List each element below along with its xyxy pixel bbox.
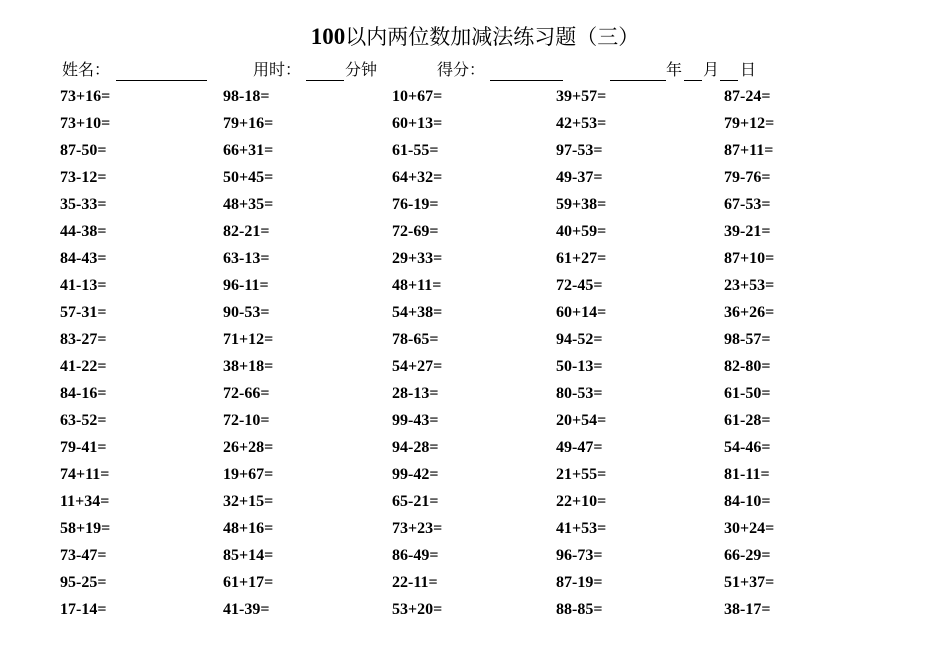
problem-item: 80-53= <box>556 385 603 402</box>
title-number: 100 <box>310 24 346 49</box>
problem-column <box>60 86 210 626</box>
problem-item: 61+27= <box>556 250 607 267</box>
problem-item: 73+16= <box>60 88 111 105</box>
problem-column <box>392 86 542 626</box>
problem-item: 35-33= <box>60 196 107 213</box>
problem-item: 96-73= <box>556 547 603 564</box>
year-label: 年 <box>666 60 683 79</box>
problem-item: 38-17= <box>724 601 771 618</box>
problem-item: 42+53= <box>556 115 607 132</box>
problem-item: 57-31= <box>60 304 107 321</box>
problem-item: 61-28= <box>724 412 771 429</box>
problem-item: 72-66= <box>223 385 270 402</box>
problem-item: 17-14= <box>60 601 107 618</box>
problem-item: 99-42= <box>392 466 439 483</box>
problem-item: 87-19= <box>556 574 603 591</box>
problem-item: 54+38= <box>392 304 443 321</box>
problem-item: 41+53= <box>556 520 607 537</box>
problem-item: 36+26= <box>724 304 775 321</box>
problem-item: 19+67= <box>223 466 274 483</box>
problem-item: 23+53= <box>724 277 775 294</box>
problem-item: 90-53= <box>223 304 270 321</box>
name-label: 姓名： <box>62 60 111 79</box>
problem-item: 88-85= <box>556 601 603 618</box>
problem-item: 78-65= <box>392 331 439 348</box>
problem-item: 83-27= <box>60 331 107 348</box>
problem-column <box>556 86 706 626</box>
problem-item: 28-13= <box>392 385 439 402</box>
problem-item: 54+27= <box>392 358 443 375</box>
problem-item: 11+34= <box>60 493 110 510</box>
problem-item: 39+57= <box>556 88 607 105</box>
score-blank[interactable] <box>490 80 563 81</box>
problem-item: 21+55= <box>556 466 607 483</box>
problem-item: 20+54= <box>556 412 607 429</box>
problem-item: 63-52= <box>60 412 107 429</box>
month-label: 月 <box>703 60 720 79</box>
problem-item: 98-18= <box>223 88 270 105</box>
problem-item: 32+15= <box>223 493 274 510</box>
problem-item: 40+59= <box>556 223 607 240</box>
problem-item: 66+31= <box>223 142 274 159</box>
problem-item: 48+16= <box>223 520 274 537</box>
problem-item: 86-49= <box>392 547 439 564</box>
problem-item: 84-10= <box>724 493 771 510</box>
problem-item: 67-53= <box>724 196 771 213</box>
problem-item: 87+11= <box>724 142 774 159</box>
problem-item: 74+11= <box>60 466 110 483</box>
problem-item: 79-41= <box>60 439 107 456</box>
problem-item: 53+20= <box>392 601 443 618</box>
time-blank[interactable] <box>306 80 344 81</box>
problem-item: 49-37= <box>556 169 603 186</box>
problem-item: 73-47= <box>60 547 107 564</box>
problem-item: 99-43= <box>392 412 439 429</box>
title-text: 以内两位数加减法练习题（三） <box>345 25 640 49</box>
problem-item: 10+67= <box>392 88 443 105</box>
problem-item: 94-28= <box>392 439 439 456</box>
problem-item: 84-43= <box>60 250 107 267</box>
day-blank[interactable] <box>720 80 738 81</box>
problem-item: 50-13= <box>556 358 603 375</box>
problem-item: 87+10= <box>724 250 775 267</box>
problem-item: 22-11= <box>392 574 438 591</box>
problem-item: 39-21= <box>724 223 771 240</box>
problem-item: 44-38= <box>60 223 107 240</box>
problem-item: 41-22= <box>60 358 107 375</box>
page-title <box>0 22 950 52</box>
problem-item: 85+14= <box>223 547 274 564</box>
problem-item: 58+19= <box>60 520 111 537</box>
problem-item: 76-19= <box>392 196 439 213</box>
problem-item: 26+28= <box>223 439 274 456</box>
problem-item: 79+12= <box>724 115 775 132</box>
problem-item: 22+10= <box>556 493 607 510</box>
problem-item: 60+14= <box>556 304 607 321</box>
time-unit: 分钟 <box>345 60 378 79</box>
problem-item: 54-46= <box>724 439 771 456</box>
problem-item: 64+32= <box>392 169 443 186</box>
problem-item: 65-21= <box>392 493 439 510</box>
problem-item: 84-16= <box>60 385 107 402</box>
time-label: 用时： <box>253 60 302 79</box>
month-blank[interactable] <box>684 80 702 81</box>
problem-item: 41-39= <box>223 601 270 618</box>
problem-item: 97-53= <box>556 142 603 159</box>
problem-item: 73+10= <box>60 115 111 132</box>
problem-item: 87-24= <box>724 88 771 105</box>
problem-item: 82-80= <box>724 358 771 375</box>
day-label: 日 <box>740 60 757 79</box>
problem-item: 96-11= <box>223 277 269 294</box>
problem-item: 41-13= <box>60 277 107 294</box>
year-blank[interactable] <box>610 80 666 81</box>
problem-item: 95-25= <box>60 574 107 591</box>
problem-item: 61-50= <box>724 385 771 402</box>
problem-item: 61+17= <box>223 574 274 591</box>
problem-item: 79+16= <box>223 115 274 132</box>
problem-item: 73-12= <box>60 169 107 186</box>
problem-item: 50+45= <box>223 169 274 186</box>
problem-item: 94-52= <box>556 331 603 348</box>
problem-item: 48+35= <box>223 196 274 213</box>
problem-item: 38+18= <box>223 358 274 375</box>
problem-item: 66-29= <box>724 547 771 564</box>
problem-item: 73+23= <box>392 520 443 537</box>
problem-item: 98-57= <box>724 331 771 348</box>
problem-item: 48+11= <box>392 277 442 294</box>
problem-item: 59+38= <box>556 196 607 213</box>
problem-item: 63-13= <box>223 250 270 267</box>
problem-item: 72-69= <box>392 223 439 240</box>
problem-item: 81-11= <box>724 466 770 483</box>
problem-item: 49-47= <box>556 439 603 456</box>
problem-column <box>223 86 373 626</box>
score-label: 得分： <box>437 60 486 79</box>
problem-item: 60+13= <box>392 115 443 132</box>
problem-item: 29+33= <box>392 250 443 267</box>
problem-item: 82-21= <box>223 223 270 240</box>
problem-item: 71+12= <box>223 331 274 348</box>
problem-item: 72-45= <box>556 277 603 294</box>
problem-item: 61-55= <box>392 142 439 159</box>
problem-item: 72-10= <box>223 412 270 429</box>
problem-item: 30+24= <box>724 520 775 537</box>
problem-item: 79-76= <box>724 169 771 186</box>
problem-item: 87-50= <box>60 142 107 159</box>
problem-column <box>724 86 874 626</box>
problem-item: 51+37= <box>724 574 775 591</box>
name-blank[interactable] <box>116 80 207 81</box>
